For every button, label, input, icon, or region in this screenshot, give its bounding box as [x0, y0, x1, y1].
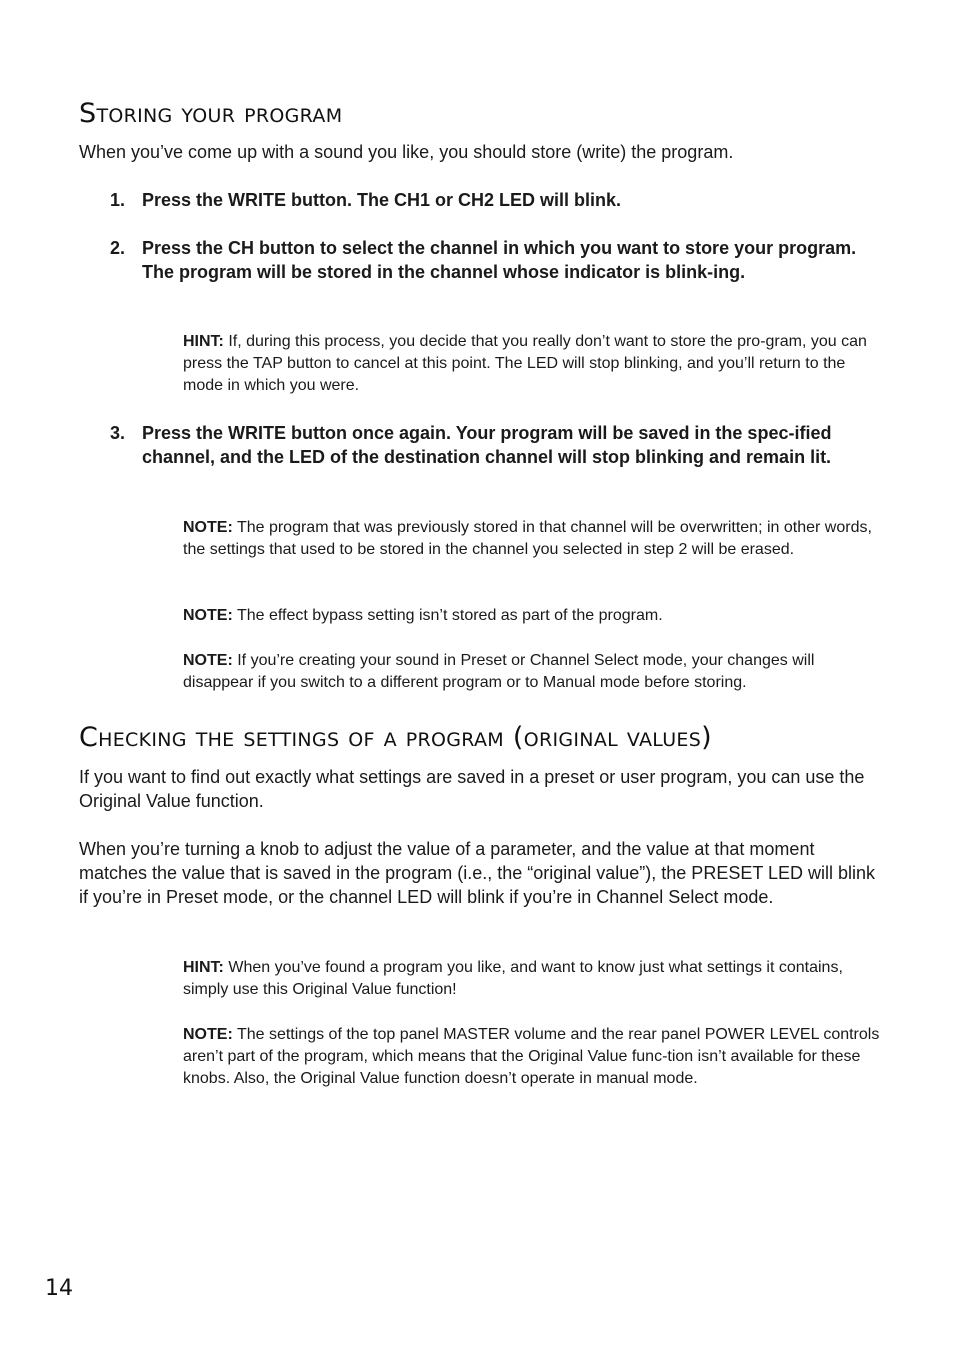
step-1: [110, 188, 880, 212]
page-number: 14: [45, 1276, 73, 1301]
step-text: Press the CH button to select the channel in which you want to store your program. The program will be stored in the channel whose indicator is blink-ing.: [142, 238, 857, 282]
note-overwrite: [183, 517, 883, 561]
step-2: [110, 236, 880, 284]
note-label: NOTE:: [183, 1026, 233, 1043]
note-text: The effect bypass setting isn’t stored as part of the program.: [232, 607, 663, 624]
section-heading-storing: Storing your program: [79, 98, 343, 129]
step-number: 3.: [110, 423, 126, 443]
step-text: Press the WRITE button. The CH1 or CH2 LED will blink.: [142, 190, 622, 210]
step-number: 1.: [110, 190, 126, 210]
checking-paragraph-1: If you want to find out exactly what settings are saved in a preset or user program, you can use the Original Value function.: [79, 767, 865, 811]
note-text: If, during this process, you decide that you really don’t want to store the pro-gram, you can press the TAP button to cancel at this point. The LED will stop blinking, and you’ll return to the mode in which you were.: [183, 333, 867, 394]
note-label: NOTE:: [183, 652, 233, 669]
note-text: If you’re creating your sound in Preset or Channel Select mode, your changes will disappear if you switch to a different program or to Manual mode before storing.: [183, 652, 815, 691]
note-text: The program that was previously stored in that channel will be overwritten; in other words, the settings that used to be stored in the channel you selected in step 2 will be erased.: [183, 519, 872, 558]
note-label: HINT:: [183, 959, 224, 976]
step-number: 2.: [110, 238, 126, 258]
hint-cancel: [183, 331, 883, 397]
note-master-volume: [183, 1024, 883, 1090]
checking-paragraph-2: When you’re turning a knob to adjust the value of a parameter, and the value at that moment matches the value that is saved in the program (i.e., the “original value”), the PRESET LED will blink if you’re in Preset mode, or the channel LED will blink if you’re in Channel Select mode.: [79, 839, 876, 907]
note-label: NOTE:: [183, 607, 233, 624]
note-label: NOTE:: [183, 519, 233, 536]
note-bypass: [183, 605, 883, 627]
note-label: HINT:: [183, 333, 224, 350]
step-text: Press the WRITE button once again. Your program will be saved in the spec-ified channel, and the LED of the destination channel will stop blinking and remain lit.: [142, 423, 832, 467]
hint-original-value: [183, 957, 883, 1001]
note-changes-disappear: [183, 650, 883, 694]
step-3: [110, 421, 880, 469]
note-text: The settings of the top panel MASTER volume and the rear panel POWER LEVEL controls aren’t part of the program, which means that the Original Value func-tion isn’t available for these knobs. Also, the Original Value function doesn’t operate in manual mode.: [183, 1026, 880, 1087]
section-heading-checking: Checking the settings of a program (original values): [79, 722, 712, 753]
storing-intro: When you’ve come up with a sound you like, you should store (write) the program.: [79, 142, 734, 162]
note-text: When you’ve found a program you like, and want to know just what settings it contains, simply use this Original Value function!: [183, 959, 843, 998]
